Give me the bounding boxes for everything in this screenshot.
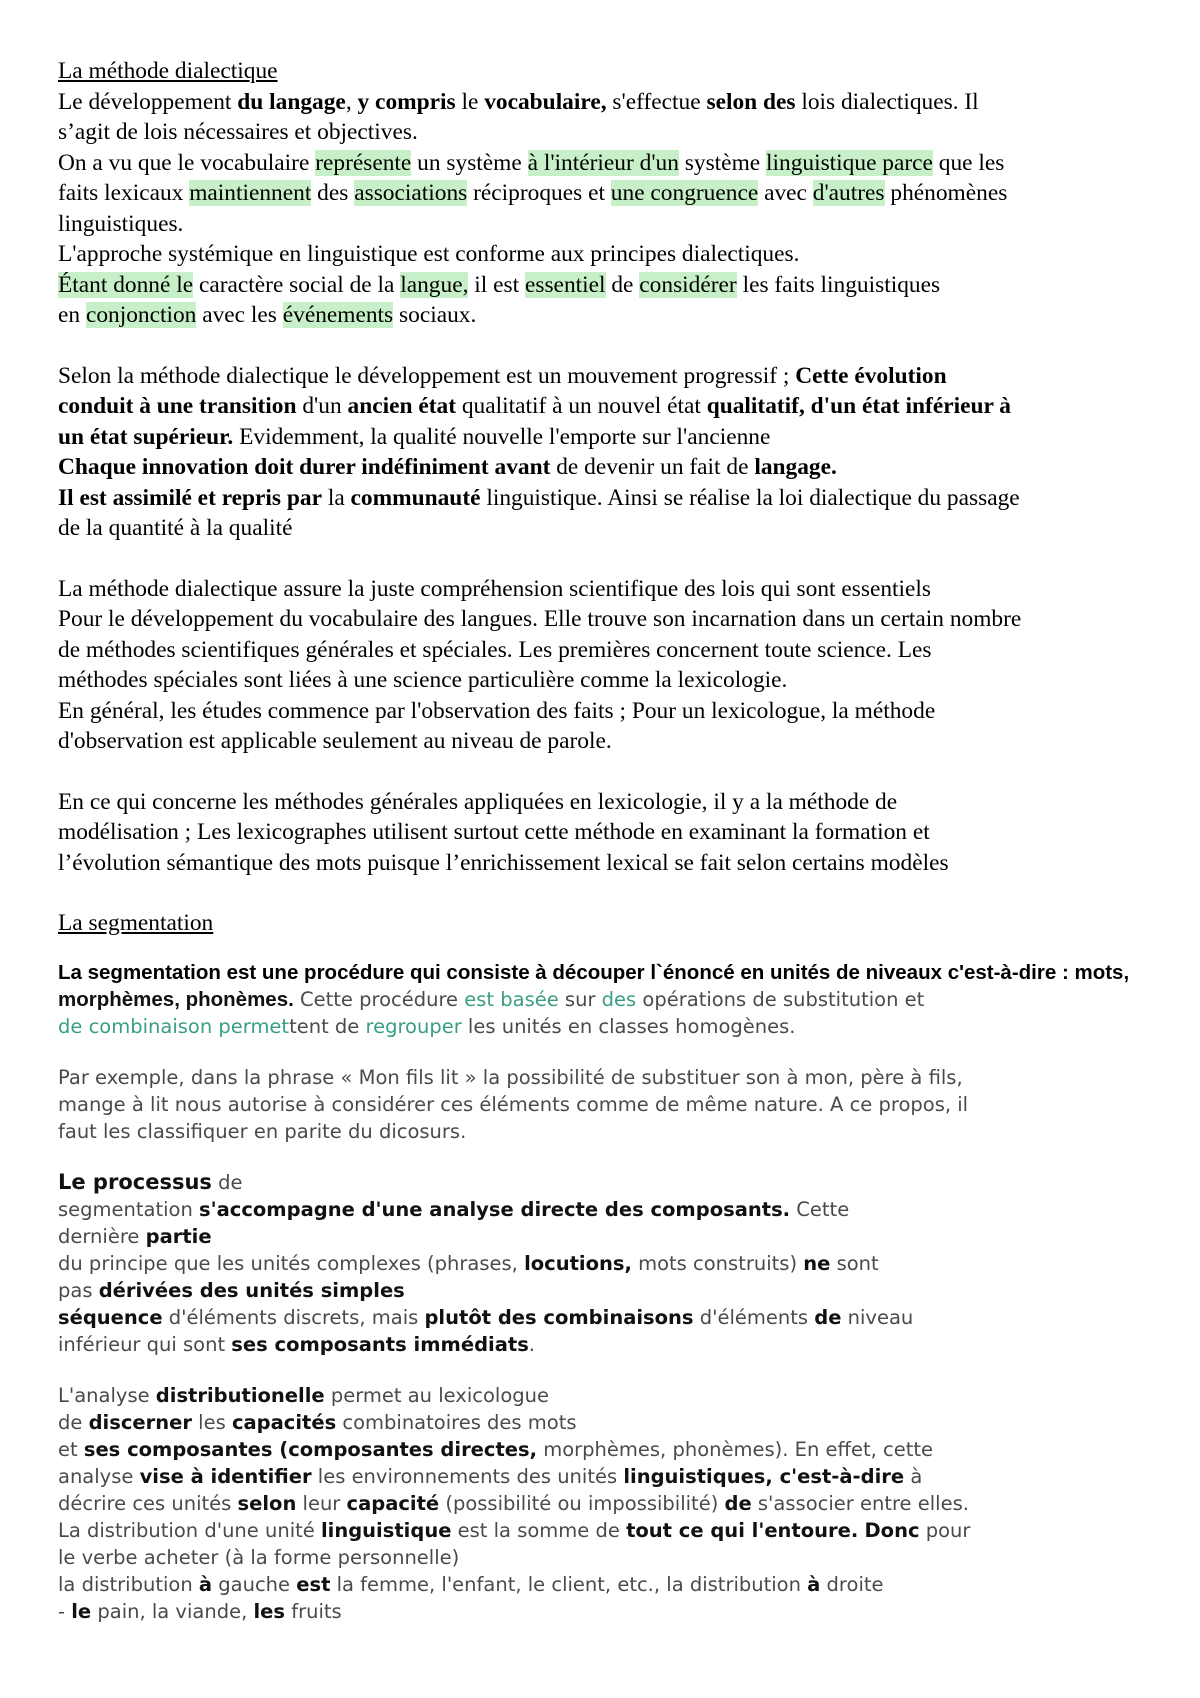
paragraph-line: Le processus de xyxy=(58,1169,243,1194)
paragraph-line: L'approche systémique en linguistique est conforme aux principes dialectiques. xyxy=(58,241,800,267)
paragraph-line: inférieur qui sont ses composants immédiats. xyxy=(58,1332,535,1356)
paragraph-line: pas dérivées des unités simples xyxy=(58,1278,405,1302)
document-page xyxy=(58,56,1158,1625)
paragraph-line: analyse vise à identifier les environnements des unités linguistiques, c'est-à-dire à xyxy=(58,1464,923,1488)
section-processus xyxy=(58,1169,1158,1358)
paragraph-line: Chaque innovation doit durer indéfiniment avant de devenir un fait de langage. xyxy=(58,454,837,480)
paragraph-line: séquence d'éléments discrets, mais plutôt des combinaisons d'éléments de niveau xyxy=(58,1305,914,1329)
paragraph-line: Pour le développement du vocabulaire des langues. Elle trouve son incarnation dans un certain nombre xyxy=(58,606,1022,632)
section-segmentation xyxy=(58,908,1158,1040)
paragraph-line: l’évolution sémantique des mots puisque l’enrichissement lexical se fait selon certains modèles xyxy=(58,849,949,876)
paragraph-line: On a vu que le vocabulaire représente un système à l'intérieur d'un système linguistique parce que les xyxy=(58,149,1005,176)
paragraph-line: Par exemple, dans la phrase « Mon fils lit » la possibilité de substituer son à mon, père à fils, xyxy=(58,1065,963,1089)
paragraph-line: La distribution d'une unité linguistique est la somme de tout ce qui l'entoure. Donc pour xyxy=(58,1518,971,1542)
paragraph-line: faut les classifiquer en parite du dicosurs. xyxy=(58,1119,467,1143)
paragraph-line: de combinaison permettent de regrouper les unités en classes homogènes. xyxy=(58,1014,796,1038)
paragraph-line: La méthode dialectique assure la juste compréhension scientifique des lois qui sont essentiels xyxy=(58,575,932,602)
paragraph-line: Il est assimilé et repris par la communauté linguistique. Ainsi se réalise la loi dialectique du passage xyxy=(58,484,1020,511)
paragraph-line: La segmentation est une procédure qui consiste à découper l`énoncé en unités de niveaux c'est-à-dire : mots, xyxy=(58,960,1130,984)
paragraph-line: En ce qui concerne les méthodes générales appliquées en lexicologie, il y a la méthode de xyxy=(58,788,898,815)
paragraph-line: En général, les études commence par l'observation des faits ; Pour un lexicologue, la méthode xyxy=(58,697,936,724)
section-title: La méthode dialectique xyxy=(58,58,278,84)
section-modelisation xyxy=(58,787,1158,879)
section-methodes xyxy=(58,574,1158,757)
paragraph-line: faits lexicaux maintiennent des associations réciproques et une congruence avec d'autres phénomènes xyxy=(58,180,1008,206)
section-exemple xyxy=(58,1064,1158,1145)
paragraph-line: et ses composantes (composantes directes, morphèmes, phonèmes). En effet, cette xyxy=(58,1437,933,1461)
paragraph-line: de méthodes scientifiques générales et spéciales. Les premières concernent toute science. Les xyxy=(58,636,932,663)
paragraph-line: conduit à une transition d'un ancien état qualitatif à un nouvel état qualitatif, d'un état inférieur à xyxy=(58,393,1011,419)
paragraph-line: de discerner les capacités combinatoires des mots xyxy=(58,1410,577,1434)
paragraph-line: morphèmes, phonèmes. Cette procédure est basée sur des opérations de substitution et xyxy=(58,987,925,1011)
paragraph-line: s’agit de lois nécessaires et objectives. xyxy=(58,119,418,145)
section-progression xyxy=(58,361,1158,544)
paragraph-line: décrire ces unités selon leur capacité (possibilité ou impossibilité) de s'associer entre elles. xyxy=(58,1491,969,1515)
paragraph-line: d'observation est applicable seulement au niveau de parole. xyxy=(58,728,612,754)
paragraph-line: du principe que les unités complexes (phrases, locutions, mots construits) ne sont xyxy=(58,1251,879,1275)
paragraph-line: L'analyse distributionelle permet au lexicologue xyxy=(58,1383,549,1407)
section-title: La segmentation xyxy=(58,910,214,936)
section-distribution xyxy=(58,1382,1158,1625)
paragraph-line: la distribution à gauche est la femme, l'enfant, le client, etc., la distribution à droite xyxy=(58,1572,884,1596)
paragraph-line: - le pain, la viande, les fruits xyxy=(58,1599,342,1623)
paragraph-line: Le développement du langage, y compris le vocabulaire, s'effectue selon des lois dialectiques. Il xyxy=(58,88,979,115)
paragraph-line: en conjonction avec les événements sociaux. xyxy=(58,302,477,328)
paragraph-line: segmentation s'accompagne d'une analyse directe des composants. Cette xyxy=(58,1197,850,1221)
paragraph-line: dernière partie xyxy=(58,1224,212,1248)
paragraph-line: de la quantité à la qualité xyxy=(58,515,293,541)
paragraph-line: linguistiques. xyxy=(58,210,184,237)
paragraph-line: méthodes spéciales sont liées à une science particulière comme la lexicologie. xyxy=(58,667,788,693)
paragraph-line: Étant donné le caractère social de la langue, il est essentiel de considérer les faits linguistiques xyxy=(58,271,941,298)
paragraph-line: modélisation ; Les lexicographes utilisent surtout cette méthode en examinant la formation et xyxy=(58,819,930,845)
section-dialectique xyxy=(58,56,1158,331)
paragraph-line: Selon la méthode dialectique le développement est un mouvement progressif ; Cette évolution xyxy=(58,362,947,389)
paragraph-line: le verbe acheter (à la forme personnelle) xyxy=(58,1545,460,1569)
paragraph-line: un état supérieur. Evidemment, la qualité nouvelle l'emporte sur l'ancienne xyxy=(58,423,771,450)
paragraph-line: mange à lit nous autorise à considérer ces éléments comme de même nature. A ce propos, il xyxy=(58,1092,969,1116)
